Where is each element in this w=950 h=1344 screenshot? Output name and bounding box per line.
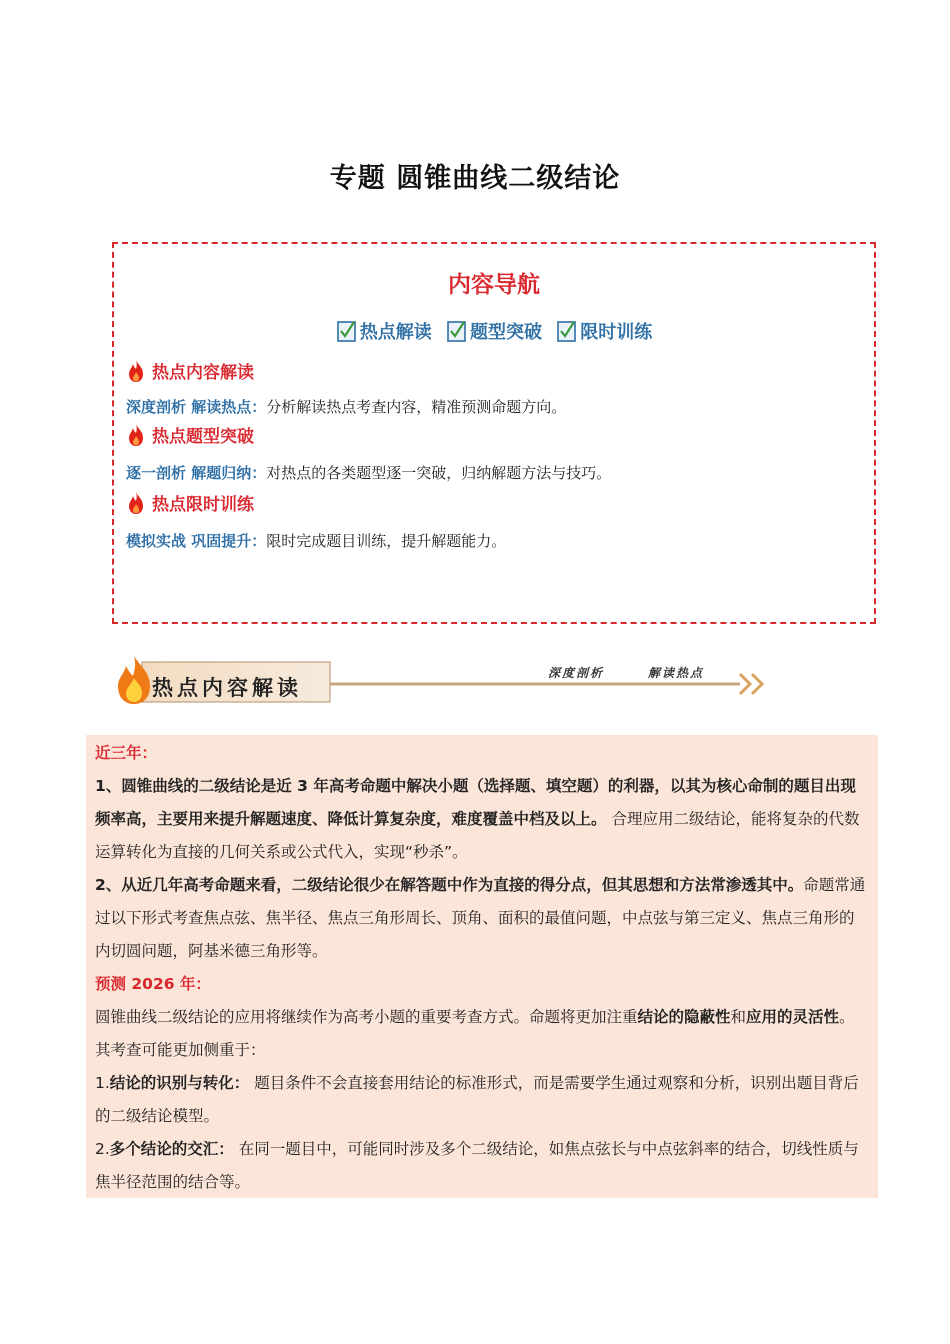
list-item: 2.多个结论的交汇： 在同一题目中，可能同时涉及多个二级结论，如焦点弦长与中点弦斜率的结合，切线性质与焦半径范围的结合等。 [95, 1140, 859, 1191]
flame-icon [126, 423, 146, 447]
paragraph: 1、圆锥曲线的二级结论是近 3 年高考命题中解决小题（选择题、填空题）的利器，以其为核心命制的题目出现频率高，主要用来提升解题速度、降低计算复杂度，难度覆盖中档及以上。 合理应用二级结论，能将复杂的代数运算转化为直接的几何关系或公式代入，实现“秒杀”。 [95, 777, 860, 861]
checklist-icon [446, 319, 468, 343]
hot-content-panel [86, 735, 878, 1198]
content-navigation-box [112, 242, 876, 624]
nav-section-heading: 热点内容解读 [126, 358, 254, 383]
section-heading: 近三年： [95, 744, 158, 762]
nav-section-heading: 热点限时训练 [126, 490, 254, 515]
nav-section-desc: 模拟实战 巩固提升：限时完成题目训练，提升解题能力。 [126, 532, 507, 550]
flame-icon [114, 654, 154, 706]
nav-tab-timed-training[interactable]: 限时训练 [556, 318, 652, 344]
banner-subtitle: 深度剖析 [548, 666, 605, 680]
flame-icon [126, 491, 146, 515]
nav-section-heading: 热点题型突破 [126, 422, 254, 447]
nav-tab-question-types[interactable]: 题型突破 [446, 318, 542, 344]
nav-section-desc: 逐一剖析 解题归纳：对热点的各类题型逐一突破，归纳解题方法与技巧。 [126, 464, 612, 482]
section-heading: 预测 2026 年： [95, 975, 211, 993]
flame-icon [126, 359, 146, 383]
section-banner [112, 652, 772, 712]
nav-section-desc: 深度剖析 解读热点：分析解读热点考查内容，精准预测命题方向。 [126, 398, 567, 416]
checklist-icon [556, 319, 578, 343]
nav-tab-hot-reading[interactable]: 热点解读 [336, 318, 432, 344]
list-item: 1.结论的识别与转化： 题目条件不会直接套用结论的标准形式，而是需要学生通过观察和分析，识别出题目背后的二级结论模型。 [95, 1074, 859, 1125]
paragraph: 圆锥曲线二级结论的应用将继续作为高考小题的重要考查方式。命题将更加注重结论的隐蔽性和应用的灵活性。其考查可能更加侧重于： [95, 1008, 855, 1059]
page-title: 专题 圆锥曲线二级结论 [329, 163, 621, 194]
paragraph: 2、从近几年高考命题来看，二级结论很少在解答题中作为直接的得分点，但其思想和方法常渗透其中。命题常通过以下形式考查焦点弦、焦半径、焦点三角形周长、顶角、面积的最值问题，中点弦与第三定义、焦点三角形的内切圆问题，阿基米德三角形等。 [95, 876, 866, 960]
checklist-icon [336, 319, 358, 343]
banner-title: 热点内容解读 [152, 675, 302, 700]
nav-heading: 内容导航 [448, 272, 540, 298]
nav-tabs [114, 318, 874, 348]
banner-subtitle: 解读热点 [648, 666, 705, 680]
